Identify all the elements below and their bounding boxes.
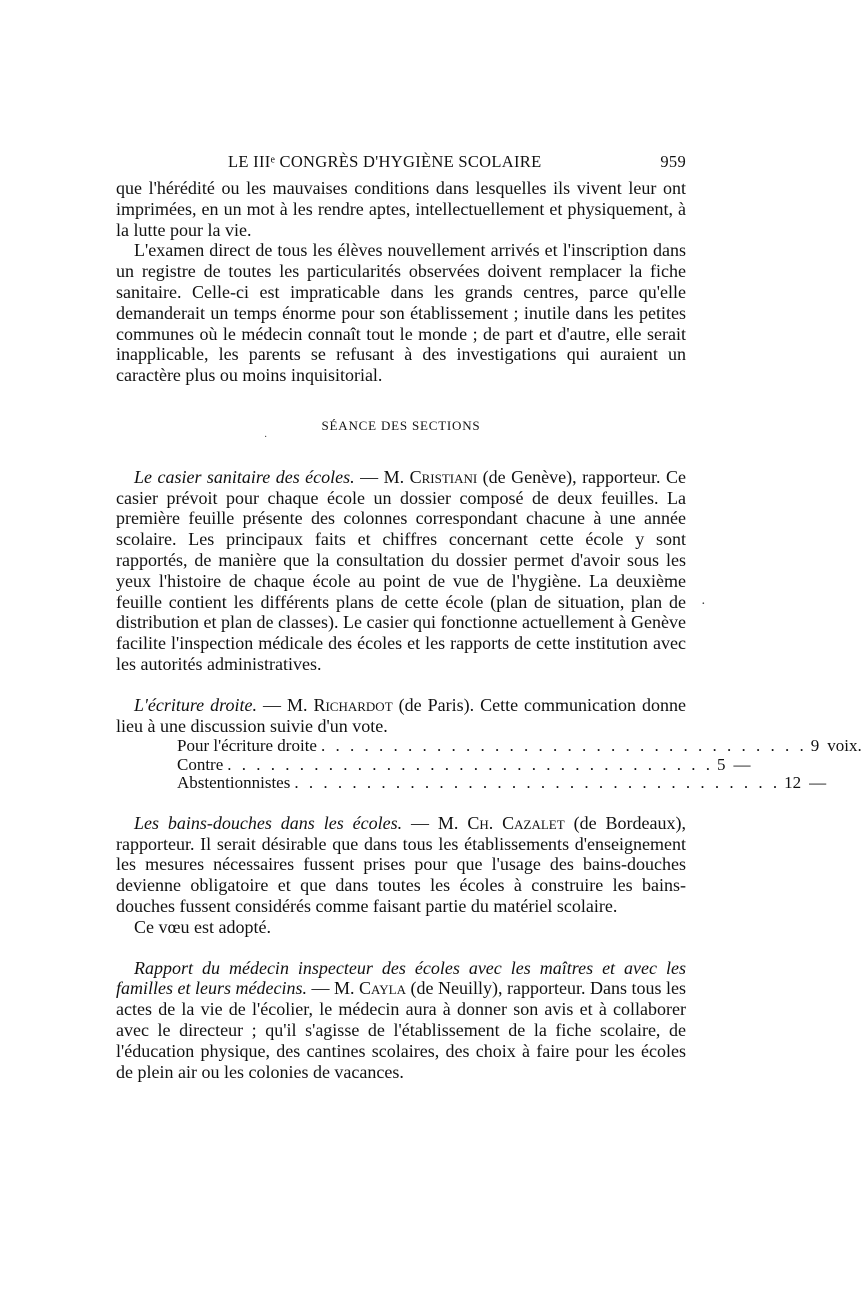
paragraph-body: (de Neuilly), rapporteur. Dans tous les actes de la vie de l'écolier, le médecin aura à donner son avis et à collaborer avec le directeur ; qu'il s'agisse de l'établissement de la fiche scolaire, de l'éducation physique, des cantines scolaires, des choix à faire pour les écoles de plein air ou les colonies de vacances. — [116, 978, 686, 1082]
paragraph-bains-douches — [116, 813, 686, 917]
vote-label: Contre — [177, 754, 224, 774]
speaker-name: Cristiani — [409, 466, 478, 487]
paragraph-casier-sanitaire — [116, 467, 686, 675]
book-page — [116, 150, 862, 1082]
paragraph-continued: que l'hérédité ou les mauvaises conditions dans lesquelles ils vivent leur ont imprimées, en un mot à les rendre aptes, intellectuellement et physiquement, à la lutte pour la vie. — [116, 178, 686, 240]
speaker-prefix: — M. — [402, 812, 468, 833]
topic-title: Les bains-douches dans les écoles. — [134, 812, 403, 833]
dot-leader: . . . . . . . . . . . . . . . . . . . . . . . . . . . . . . . . . . — [227, 754, 714, 774]
topic-title: Le casier sanitaire des écoles. — [134, 466, 355, 487]
speaker-prefix: — M. — [307, 978, 360, 999]
paragraph-body: (de Genève), rapporteur. Ce casier prévoit pour chaque école un dossier composé de deux feuilles. La première feuille présente des colonnes correspondant chacune à une année scolaire. Les principaux faits et chiffres concernant cette école y sont rapportés, de manière que la consultation du dossier permet d'avoir sous les yeux l'histoire de chaque école au point de vue de l'hygiène. La deuxième feuille contient les différents plans de cette école (plan de situation, plan de distribution et plan de classes). Le casier qui fonctionne actuellement à Genève facilite l'inspection médicale des écoles et les rapports de cette institution avec les autorités administratives. — [116, 466, 686, 674]
vote-count: 12 — [784, 773, 802, 793]
vote-unit: voix. — [827, 736, 862, 756]
vote-count: 9 — [810, 736, 820, 756]
speaker-prefix: — M. — [354, 466, 410, 487]
running-title: LE IIIᵉ CONGRÈS D'HYGIÈNE SCOLAIRE — [228, 152, 542, 171]
vote-label: Pour l'écriture droite — [177, 736, 317, 756]
running-head — [116, 150, 686, 172]
vote-unit: — — [733, 754, 751, 774]
vote-unit: — — [809, 773, 827, 793]
topic-title: L'écriture droite. — [134, 694, 257, 715]
speaker-name: Richardot — [313, 694, 393, 715]
paragraph-body: (de Bordeaux), rapporteur. Il serait désirable que dans tous les établissements d'enseignement les mesures nécessaires fussent prises pour que l'usage des bains-douches devienne obligatoire et que dans toutes les écoles à construire les bains-douches fussent considérés comme faisant partie du matériel scolaire. — [116, 812, 686, 917]
vote-table — [177, 736, 862, 793]
paragraph-examen-direct: L'examen direct de tous les élèves nouvellement arrivés et l'inscription dans un registre de toutes les particularités observées doivent remplacer la fiche sanitaire. Celle-ci est impraticable dans les grands centres, parce qu'elle demanderait un temps énorme pour son établissement ; inutile dans les petites communes où le médecin connaît tout le monde ; de part et d'autre, elle serait inapplicable, les parents se refusant à des investigations qui auraient un caractère plus ou moins inquisitorial. — [116, 240, 686, 386]
vote-label: Abstentionnistes — [177, 773, 291, 793]
paragraph-ecriture-droite — [116, 695, 686, 737]
vote-count: 5 — [717, 754, 726, 774]
print-speck: · — [701, 597, 706, 612]
section-heading: SÉANCE DES SECTIONS — [321, 417, 481, 433]
page-number: 959 — [660, 152, 686, 171]
paragraph-voeu-adopte: Ce vœu est adopté. — [134, 916, 271, 937]
speaker-name: Cayla — [359, 978, 406, 999]
paragraph-rapport-medecin — [116, 958, 686, 1083]
vote-row — [177, 736, 862, 756]
dot-leader: . . . . . . . . . . . . . . . . . . . . . . . . . . . . . . . . . . — [320, 736, 807, 756]
vote-row — [177, 754, 751, 775]
print-speck: · — [264, 432, 268, 443]
speaker-name: Ch. Cazalet — [467, 812, 565, 833]
topic-title: Rapport du médecin inspecteur des écoles avec les maîtres et avec les familles et leurs médecins. — [116, 957, 686, 999]
paragraph-body: (de Paris). Cette communication donne lieu à une discussion suivie d'un vote. — [116, 694, 686, 736]
dot-leader: . . . . . . . . . . . . . . . . . . . . . . . . . . . . . . . . . . — [294, 773, 781, 793]
vote-row — [177, 773, 827, 793]
speaker-prefix: — M. — [257, 694, 314, 715]
